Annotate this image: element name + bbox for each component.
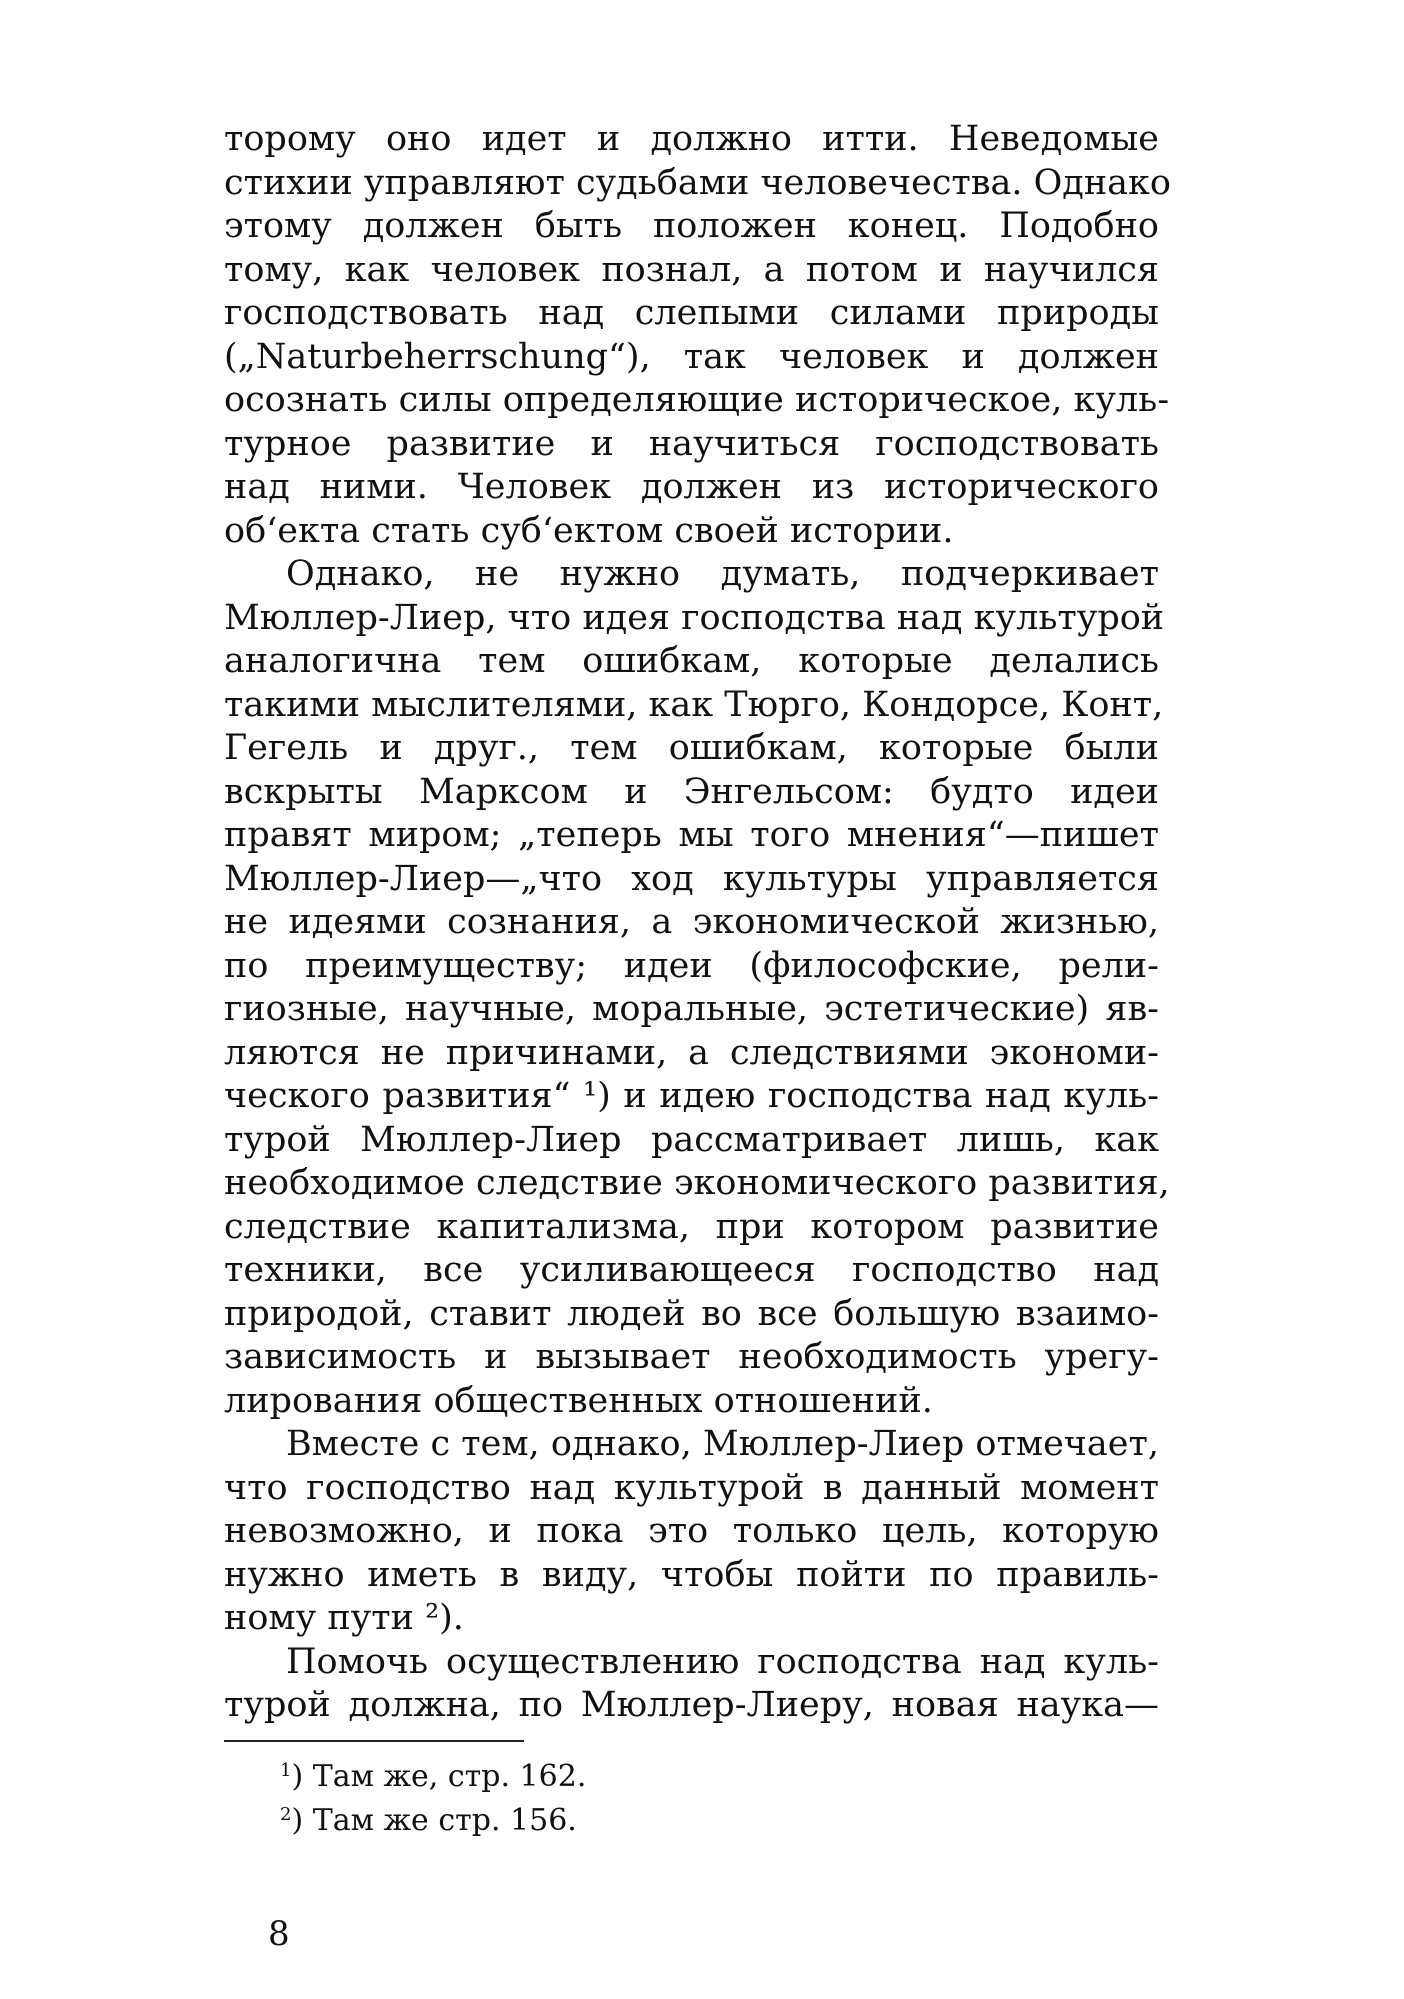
text-line: ному пути ²). (224, 1598, 464, 1638)
text-line: Помочь осуществлению господства над куль- (286, 1641, 1159, 1682)
text-line: Гегель и друг., тем ошибкам, которые были (224, 728, 1159, 768)
text-line: природой, ставит людей во все большую взаимо- (224, 1293, 1159, 1334)
text-line: техники, все усиливающееся господство над (224, 1250, 1159, 1290)
text-line: невозможно, и пока это только цель, которую (224, 1511, 1159, 1551)
text-line: турой Мюллер-Лиер рассматривает лишь, как (224, 1119, 1159, 1160)
main-text (224, 118, 1171, 1728)
text-line: над ними. Человек должен из исторического (224, 467, 1159, 507)
text-line: Однако, не нужно думать, подчеркивает (286, 554, 1159, 594)
text-line: не идеями сознания, а экономической жизнью, (224, 902, 1159, 942)
footnote-2-mark: 2 (280, 1804, 292, 1825)
text-line: тому, как человек познал, а потом и научился (224, 249, 1159, 290)
text-line: Мюллер-Лиер—„что ход культуры управляется (224, 858, 1159, 899)
text-line: об‘екта стать суб‘ектом своей истории. (224, 510, 954, 551)
footnote-2 (280, 1796, 586, 1840)
footnote-divider (224, 1740, 524, 1742)
text-line: господствовать над слепыми силами природы (224, 293, 1159, 333)
text-line: турой должна, по Мюллер-Лиеру, новая наука— (224, 1685, 1159, 1725)
text-line: ческого развития“ ¹) и идею господства над куль- (224, 1076, 1159, 1116)
footnote-2-text: ) Там же стр. 156. (291, 1803, 577, 1838)
text-line: („Naturbeherrschung“), так человек и должен (224, 336, 1159, 377)
text-line: ляются не причинами, а следствиями экономи- (224, 1032, 1159, 1073)
footnote-1-mark: 1 (280, 1760, 292, 1781)
text-line: гиозные, научные, моральные, эстетические) яв- (224, 989, 1159, 1029)
footnote-1-text: ) Там же, стр. 162. (291, 1759, 587, 1794)
footnote-1 (280, 1752, 586, 1796)
text-line: следствие капитализма, при котором развитие (224, 1206, 1159, 1247)
text-line: Вместе с тем, однако, Мюллер-Лиер отмечает, (286, 1424, 1159, 1464)
text-line: по преимуществу; идеи (философские, рели- (224, 945, 1159, 986)
footnotes (280, 1752, 586, 1840)
text-line: турное развитие и научиться господствовать (224, 423, 1159, 464)
page-number: 8 (268, 1914, 290, 1954)
text-line: аналогична тем ошибкам, которые делались (224, 641, 1159, 681)
text-line: стихии управляют судьбами человечества. Однако (224, 162, 1171, 203)
text-line: зависимость и вызывает необходимость урегу- (224, 1337, 1159, 1377)
text-line: нужно иметь в виду, чтобы пойти по правиль- (224, 1554, 1159, 1595)
text-line: такими мыслителями, как Тюрго, Кондорсе, Конт, (224, 684, 1164, 725)
text-line: лирования общественных отношений. (224, 1380, 933, 1421)
text-line: правят миром; „теперь мы того мнения“—пишет (224, 815, 1159, 855)
text-line: этому должен быть положен конец. Подобно (224, 206, 1159, 246)
text-line: торому оно идет и должно итти. Неведомые (224, 119, 1159, 159)
text-line: что господство над культурой в данный момент (224, 1467, 1159, 1508)
text-line: осознать силы определяющие историческое, куль- (224, 380, 1170, 420)
text-line: Мюллер-Лиер, что идея господства над культурой (224, 597, 1165, 638)
text-line: вскрыты Марксом и Энгельсом: будто идеи (224, 771, 1159, 812)
text-line: необходимое следствие экономического развития, (224, 1163, 1170, 1203)
